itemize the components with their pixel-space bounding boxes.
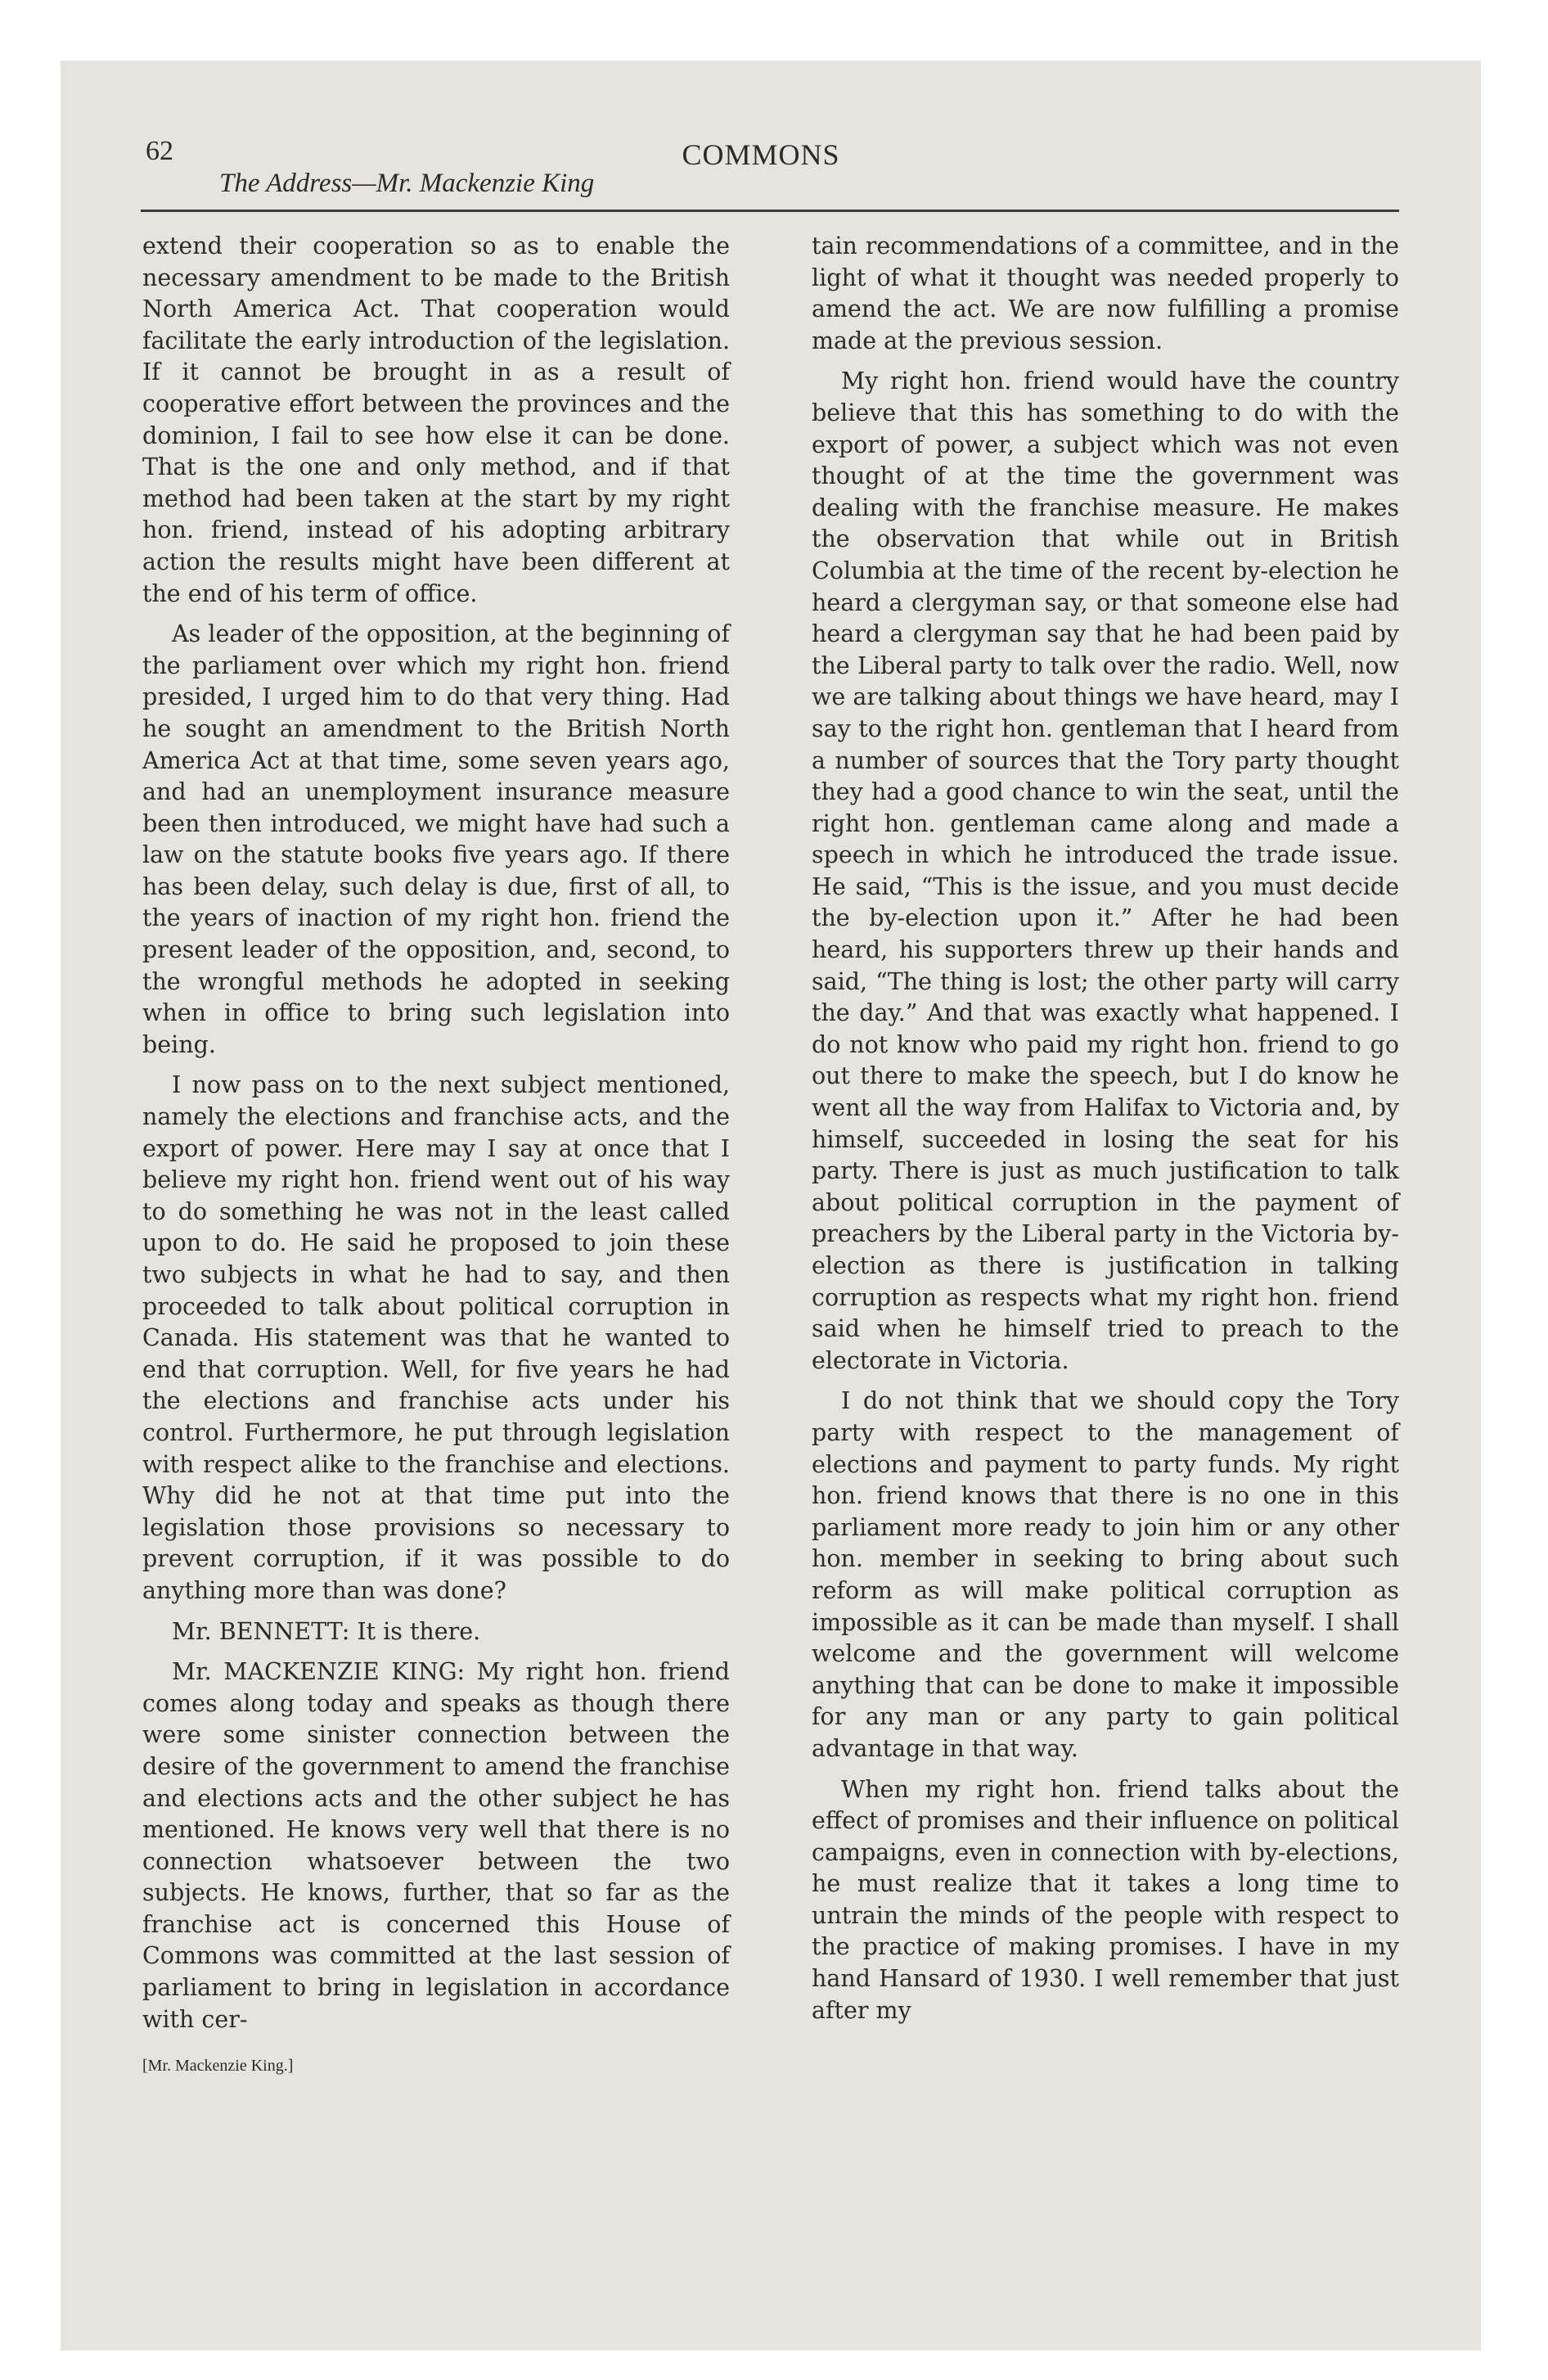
paragraph: tain recommendations of a committee, and in the light of what it thought was needed properly to amend the act. We are now fulfilling a promise made at the previous session.	[812, 232, 1399, 354]
paragraph: extend their cooperation so as to enable the necessary amendment to be made to the British North America Act. That cooperation would facilitate the early introduction of the legislation. If it cannot be brought in as a result of cooperative effort between the provinces and the dominion, I fail to see how else it can be done. That is the one and only method, and if that method had been taken at the start by my right hon. friend, instead of his adopting arbitrary action the results might have been different at the end of his term of office.	[142, 232, 730, 607]
running-subtitle: The Address—Mr. Mackenzie King	[219, 169, 595, 198]
speaker-footnote: [Mr. Mackenzie King.]	[142, 2057, 294, 2076]
paragraph: My right hon. friend would have the country believe that this has something to do with the export of power, a subject which was not even thought of at the time the government was dealing with the franchise measure. He makes the observation that while out in British Columbia at the time of the recent by-election he heard a clergyman say, or that someone else had heard a clergyman say that he had been paid by the Liberal party to talk over the radio. Well, now we are talking about things we have heard, may I say to the right hon. gentleman that I heard from a number of sources that the Tory party thought they had a good chance to win the seat, until the right hon. gentleman came along and made a speech in which he introduced the trade issue. He said, “This is the issue, and you must decide the by-election upon it.” After he had been heard, his supporters threw up their hands and said, “The thing is lost; the other party will carry the day.” And that was exactly what happened. I do not know who paid my right hon. friend to go out there to make the speech, but I do know he went all the way from Halifax to Victoria and, by himself, succeeded in losing the seat for his party. There is just as much justification to talk about political corruption in the payment of preachers by the Liberal party in the Victoria by-election as there is justification in talking corruption as respects what my right hon. friend said when he himself tried to preach to the electorate in Victoria.	[812, 367, 1399, 1374]
running-title: COMMONS	[682, 138, 840, 171]
paragraph: When my right hon. friend talks about the effect of promises and their influence on political campaigns, even in connection with by-elections, he must realize that it takes a long time to untrain the minds of the people with respect to the practice of making promises. I have in my hand Hansard of 1930. I well remember that just after my	[812, 1775, 1399, 2024]
text-columns	[142, 231, 1399, 2082]
paragraph: I do not think that we should copy the Tory party with respect to the management of elections and payment to party funds. My right hon. friend knows that there is no one in this parliament more ready to join him or any other hon. member in seeking to bring about such reform as will make political corruption as impossible as it can be made than myself. I shall welcome and the government will welcome anything that can be done to make it impossible for any man or any party to gain political advantage in that way.	[812, 1387, 1399, 1762]
right-column	[812, 231, 1399, 2082]
paragraph: Mr. MACKENZIE KING: My right hon. friend comes along today and speaks as though there were some sinister connection between the desire of the government to amend the franchise and elections acts and the other subject he has mentioned. He knows very well that there is no connection whatsoever between the two subjects. He knows, further, that so far as the franchise act is concerned this House of Commons was committed at the last session of parliament to bring in legislation in accordance with cer-	[142, 1658, 730, 2033]
header-rule	[141, 210, 1399, 212]
paragraph: I now pass on to the next subject mentioned, namely the elections and franchise acts, and the export of power. Here may I say at once that I believe my right hon. friend went out of his way to do something he was not in the least called upon to do. He said he proposed to join these two subjects in what he had to say, and then proceeded to talk about political corruption in Canada. His statement was that he wanted to end that corruption. Well, for five years he had the elections and franchise acts under his control. Furthermore, he put through legislation with respect alike to the franchise and elections. Why did he not at that time put into the legislation those provisions so necessary to prevent corruption, if it was possible to do anything more than was done?	[142, 1071, 730, 1604]
paragraph: As leader of the opposition, at the beginning of the parliament over which my right hon. friend presided, I urged him to do that very thing. Had he sought an amendment to the British North America Act at that time, some seven years ago, and had an unemployment insurance measure been then introduced, we might have had such a law on the statute books five years ago. If there has been delay, such delay is due, first of all, to the years of inaction of my right hon. friend the present leader of the opposition, and, second, to the wrongful methods he adopted in seeking when in office to bring such legislation into being.	[142, 620, 730, 1058]
page-header	[123, 123, 1399, 210]
paragraph: Mr. BENNETT: It is there.	[172, 1617, 481, 1645]
left-column	[142, 231, 730, 2082]
document-page	[123, 123, 1399, 2251]
page-number: 62	[146, 136, 173, 166]
